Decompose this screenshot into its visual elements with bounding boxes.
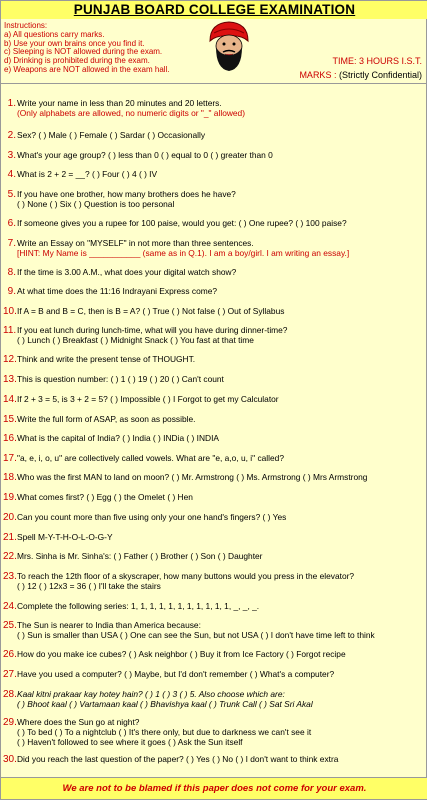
question-number: 24. xyxy=(3,601,17,612)
instruction-item: d) Drinking is prohibited during the exam. xyxy=(4,56,150,66)
question-number: 8. xyxy=(7,267,16,278)
question-number: 3. xyxy=(7,150,16,161)
question-text: Sex? ( ) Male ( ) Female ( ) Sardar ( ) Occasionally xyxy=(17,130,206,140)
question-text: What's your age group? ( ) less than 0 ( ) equal to 0 ( ) greater than 0 xyxy=(17,150,273,160)
question-text: Did you reach the last question of the paper? ( ) Yes ( ) No ( ) I don't want to think extra xyxy=(17,754,339,764)
question-text: "a, e, i, o, u" are collectively called vowels. What are "e, a,o, u, i" called? xyxy=(17,453,284,463)
question-number: 1. xyxy=(7,98,16,109)
instructions-heading: Instructions: xyxy=(4,21,48,30)
question-number: 25. xyxy=(3,620,17,631)
question-number: 6. xyxy=(7,218,16,229)
instruction-item: b) Use your own brains once you find it. xyxy=(4,38,145,48)
question-text: If you eat lunch during lunch-time, what will you have during dinner-time? ( ) Lunch ( ) Breakfast ( ) Midnight Snack ( ) You fast at that time xyxy=(17,325,288,345)
question-number: 9. xyxy=(7,286,16,297)
question-text: What is 2 + 2 = __? ( ) Four ( ) 4 ( ) IV xyxy=(17,169,158,179)
question-text: To reach the 12th floor of a skyscraper, how many buttons would you press in the elevator? ( ) 12 ( ) 12x3 = 36 ( ) I'll take the stairs xyxy=(17,571,355,591)
question-number: 2. xyxy=(7,130,16,141)
question-number: 14. xyxy=(3,394,17,405)
instruction-item: a) All questions carry marks. xyxy=(4,29,105,39)
question-text: This is question number: ( ) 1 ( ) 19 ( ) 20 ( ) Can't count xyxy=(17,374,224,384)
question-number: 7. xyxy=(7,238,16,249)
question-number: 30. xyxy=(3,754,17,765)
question-text: Write the full form of ASAP, as soon as possible. xyxy=(17,414,196,424)
marks-value: (Strictly Confidential) xyxy=(338,70,422,80)
question-text: If the time is 3.00 A.M., what does your digital watch show? xyxy=(17,267,237,277)
instructions-block xyxy=(4,22,204,75)
question-number: 28. xyxy=(3,689,17,700)
instruction-item: e) Weapons are NOT allowed in the exam hall. xyxy=(4,64,170,74)
question-number: 13. xyxy=(3,374,17,385)
question-number: 5. xyxy=(7,189,16,200)
question-number: 21. xyxy=(3,532,17,543)
header-divider xyxy=(1,83,427,84)
question-number: 17. xyxy=(3,453,17,464)
question-number: 20. xyxy=(3,512,17,523)
question-number: 10. xyxy=(3,306,17,317)
question-text: Where does the Sun go at night? ( ) To bed ( ) To a nightclub ( ) It's there only, but due to darkness we can't see it ( ) Haven't followed to see where it goes ( ) Ask the Sun itself xyxy=(17,717,312,747)
exam-marks xyxy=(299,70,422,80)
question-number: 15. xyxy=(3,414,17,425)
question-text: What comes first? ( ) Egg ( ) the Omelet ( ) Hen xyxy=(17,492,193,502)
question-number: 12. xyxy=(3,354,17,365)
question-number: 4. xyxy=(7,169,16,180)
question-text: If someone gives you a rupee for 100 paise, would you get: ( ) One rupee? ( ) 100 paise? xyxy=(17,218,347,228)
question-text: Complete the following series: 1, 1, 1, 1, 1, 1, 1, 1, 1, 1, 1, _, _, _. xyxy=(17,601,260,611)
question-text: If 2 + 3 = 5, is 3 + 2 = 5? ( ) Impossible ( ) I Forgot to get my Calculator xyxy=(17,394,279,404)
question-number: 26. xyxy=(3,649,17,660)
question-number: 18. xyxy=(3,472,17,483)
question-text: Kaal kitni prakaar kay hotey hain? ( ) 1 ( ) 3 ( ) 5. Also choose which are: ( ) Bhoot kaal ( ) Vartamaan kaal ( ) Bhavishya kaal ( ) Trunk Call ( ) Sat Sri Akal xyxy=(17,689,313,709)
question-text: Write an Essay on "MYSELF" in not more than three sentences. [HINT: My Name is ___________ (same as in Q.1). I am a boy/girl. I am writing an essay.] xyxy=(17,238,350,258)
question-number: 19. xyxy=(3,492,17,503)
question-text: The Sun is nearer to India than America because: ( ) Sun is smaller than USA ( ) One can see the Sun, but not USA ( ) I don't have time left to think xyxy=(17,620,375,640)
question-text: If A = B and B = C, then is B = A? ( ) True ( ) Not false ( ) Out of Syllabus xyxy=(17,306,285,316)
question-number: 29. xyxy=(3,717,17,728)
page-title: PUNJAB BOARD COLLEGE EXAMINATION xyxy=(1,1,427,19)
question-text: Think and write the present tense of THOUGHT. xyxy=(17,354,196,364)
question-text: At what time does the 11:16 Indrayani Express come? xyxy=(17,286,218,296)
instruction-item: c) Sleeping is NOT allowed during the exam. xyxy=(4,47,163,57)
question-text: Write your name in less than 20 minutes and 20 letters. (Only alphabets are allowed, no numeric digits or "_" allowed) xyxy=(17,98,245,118)
question-number: 22. xyxy=(3,551,17,562)
sardar-face-illustration xyxy=(204,19,254,73)
question-text: If you have one brother, how many brothers does he have? ( ) None ( ) Six ( ) Question is too personal xyxy=(17,189,236,209)
question-number: 11. xyxy=(3,325,17,336)
footer-disclaimer: We are not to be blamed if this paper does not come for your exam. xyxy=(1,777,427,799)
question-text: Who was the first MAN to land on moon? ( ) Mr. Armstrong ( ) Ms. Armstrong ( ) Mrs Armstrong xyxy=(17,472,368,482)
question-text: What is the capital of India? ( ) India ( ) INDia ( ) INDIA xyxy=(17,433,219,443)
question-text: Spell M-Y-T-H-O-L-O-G-Y xyxy=(17,532,113,542)
question-number: 16. xyxy=(3,433,17,444)
question-text: Have you used a computer? ( ) Maybe, but I'd don't remember ( ) What's a computer? xyxy=(17,669,335,679)
question-text: Mrs. Sinha is Mr. Sinha's: ( ) Father ( ) Brother ( ) Son ( ) Daughter xyxy=(17,551,263,561)
exam-time: TIME: 3 HOURS I.S.T. xyxy=(332,56,422,66)
question-number: 27. xyxy=(3,669,17,680)
question-text: Can you count more than five using only your one hand's fingers? ( ) Yes xyxy=(17,512,287,522)
question-number: 23. xyxy=(3,571,17,582)
marks-label: MARKS : xyxy=(299,70,337,80)
question-text: How do you make ice cubes? ( ) Ask neighbor ( ) Buy it from Ice Factory ( ) Forgot recipe xyxy=(17,649,346,659)
